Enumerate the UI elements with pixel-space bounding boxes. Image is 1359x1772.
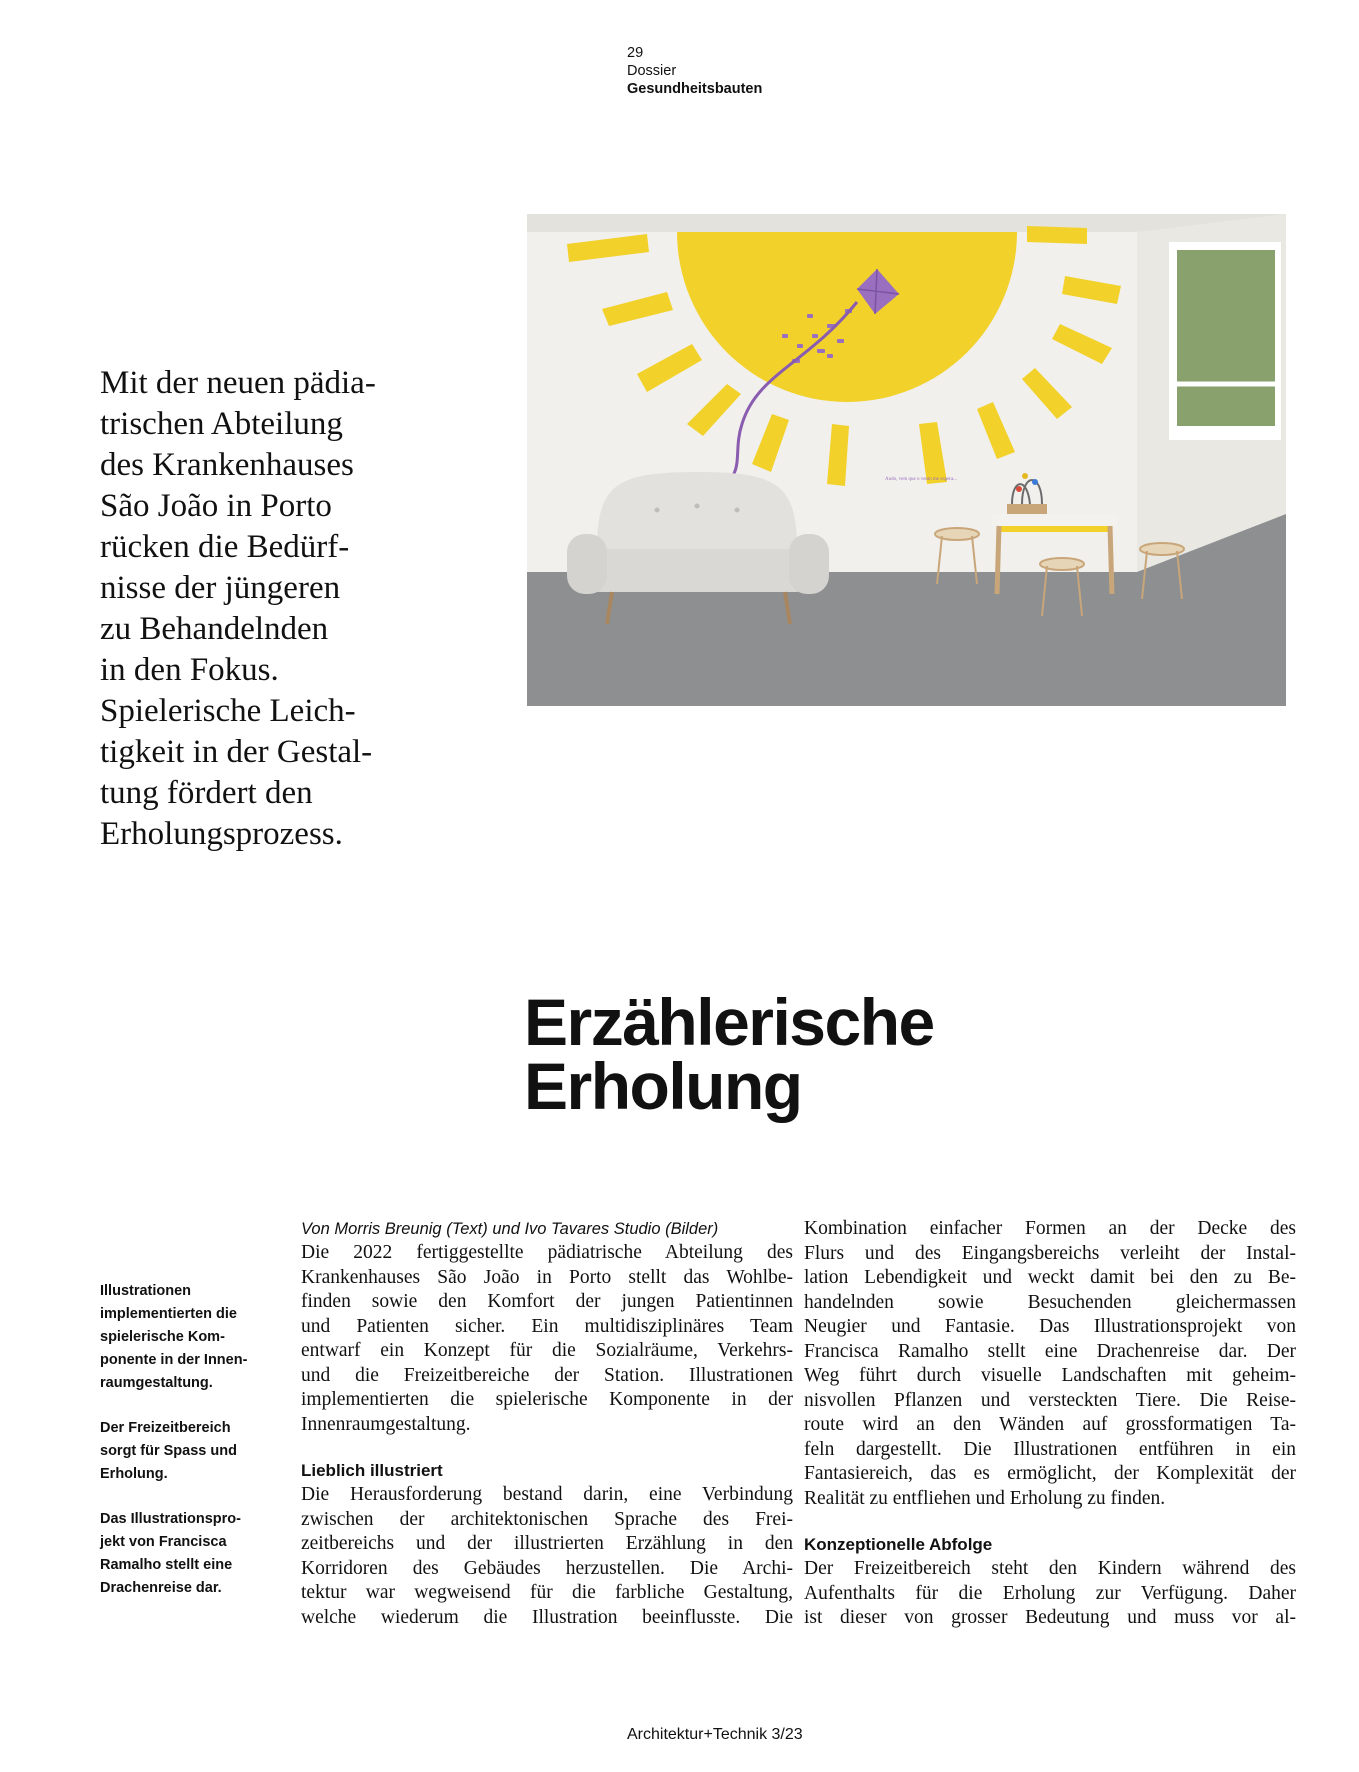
lead-line: Erholungsprozess. xyxy=(100,816,343,852)
lead-line: Spielerische Leich- xyxy=(100,693,356,729)
body-paragraph: Die 2022 fertiggestellte pädiatrische Abteilung des Krankenhauses São João in Porto stellt das Wohlbe- finden sowie den Komfort der jungen Patientinnen und Patienten sicher. Ein multidisziplinäres Team entwarf ein Konzept für die Sozialräume, Verkehrs- und die Freizeitbereiche der Station. Illustrationen implementierten die spielerische Komponente in der Innenraumgestaltung. xyxy=(301,1242,793,1435)
page-number: 29 xyxy=(627,45,644,61)
body-paragraph: Kombination einfacher Formen an der Decke des Flurs und des Eingangsbereichs verleiht der Instal- lation Lebendigkeit und weckt damit bei den zu Be- handelnden sowie Besuchenden gleichermassen Neugier und Fantasie. Das Illustrationsprojekt von Francisca Ramalho stellt eine Drachenreise dar. Der Weg führt durch visuelle Landschaften mit geheim- nisvollen Pflanzen und versteckten Tiere. Die Reise- route wird an den Wänden auf grossformatigen Ta- feln dargestellt. Die Illustrationen entführen in ein Fantasiereich, das es ermöglicht, der Komplexität der Realität zu entfliehen und Erholung zu finden. xyxy=(804,1218,1296,1509)
subheading: Konzeptionelle Abfolge xyxy=(804,1535,993,1554)
caption: Das Illustrationspro- jekt von Francisca Ramalho stellt eine Drachenreise dar. xyxy=(100,1511,241,1596)
article-title xyxy=(524,985,934,1123)
lead-paragraph xyxy=(100,363,440,855)
lead-line: nisse der jüngeren xyxy=(100,570,341,606)
article-column-2 xyxy=(804,1217,1296,1631)
lead-line: tigkeit in der Gestal- xyxy=(100,734,373,770)
image-captions xyxy=(100,1280,270,1622)
lead-line: zu Behandelnden xyxy=(100,611,329,647)
wall-inscription: Ando, vem que o vento me espera... xyxy=(885,477,957,482)
lead-line: São João in Porto xyxy=(100,488,332,524)
lead-line: rücken die Bedürf- xyxy=(100,529,350,565)
lead-line: des Krankenhauses xyxy=(100,447,354,483)
byline: Von Morris Breunig (Text) und Ivo Tavares Studio (Bilder) xyxy=(301,1220,719,1238)
lead-line: in den Fokus. xyxy=(100,652,279,688)
subheading: Lieblich illustriert xyxy=(301,1461,443,1480)
playroom-illustration xyxy=(527,214,1286,706)
lead-line: tung fördert den xyxy=(100,775,313,811)
caption: Illustrationen implementierten die spielerische Kom- ponente in der Innen- raumgestaltung. xyxy=(100,1283,248,1391)
topic-label: Gesundheitsbauten xyxy=(627,81,763,97)
caption: Der Freizeitbereich sorgt für Spass und Erholung. xyxy=(100,1420,237,1482)
section-label: Dossier xyxy=(627,63,677,79)
publication-footer: Architektur+Technik 3/23 xyxy=(627,1726,803,1743)
body-paragraph: Der Freizeitbereich steht den Kindern während des Aufenthalts für die Erholung zur Verfügung. Daher ist dieser von grosser Bedeutung und muss vor al- xyxy=(804,1558,1296,1628)
lead-line: Mit der neuen pädia- xyxy=(100,365,376,401)
title-line: Erholung xyxy=(524,1049,802,1123)
title-line: Erzählerische xyxy=(524,985,934,1059)
article-column-1 xyxy=(301,1217,793,1630)
lead-line: trischen Abteilung xyxy=(100,406,343,442)
running-header xyxy=(627,44,762,98)
body-paragraph: Die Herausforderung bestand darin, eine Verbindung zwischen der architektonischen Sprache des Frei- zeitbereichs und der illustrierten Erzählung in den Korridoren des Gebäudes herzustellen. Die Archi- tektur war wegweisend für die farbliche Gestaltung, welche wiederum die Illustration beeinflusste. Die xyxy=(301,1484,793,1628)
playroom-photo xyxy=(527,214,1286,706)
